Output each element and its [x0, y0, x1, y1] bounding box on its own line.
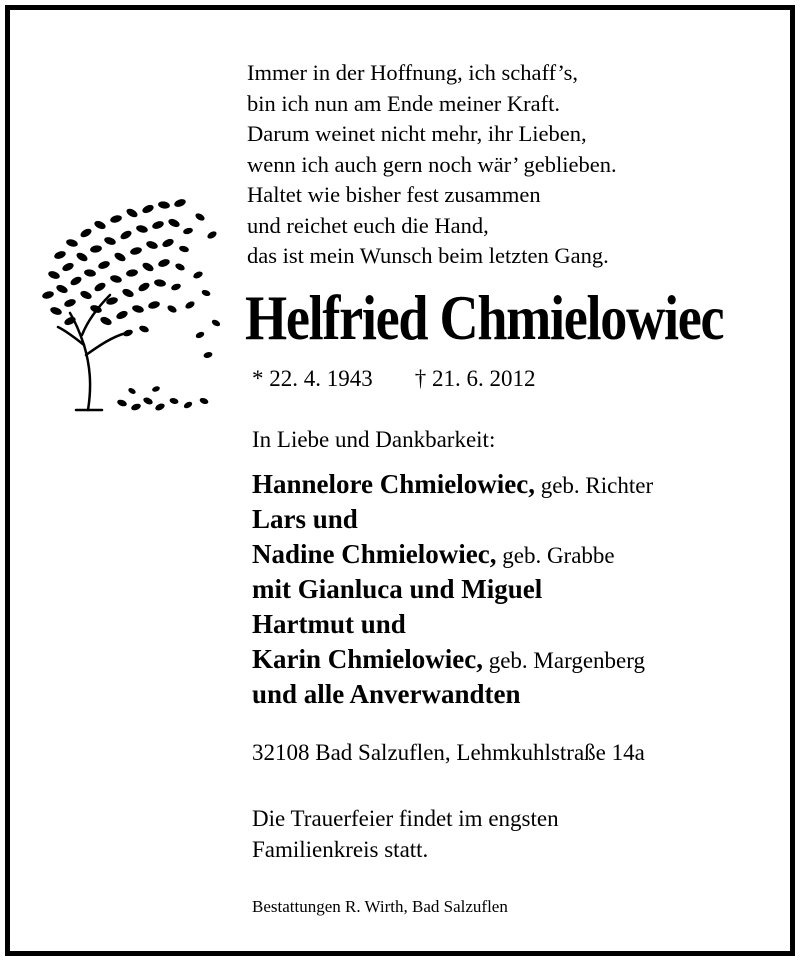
mourner-line: [252, 607, 653, 642]
life-dates: [252, 366, 536, 392]
mourner-line: [252, 502, 653, 537]
mourner-name: Nadine Chmielowiec,: [252, 539, 497, 569]
mourner-note: geb. Richter: [534, 473, 654, 498]
poem-line: Darum weinet nicht mehr, ihr Lieben,: [247, 121, 587, 146]
poem: [247, 58, 617, 272]
mourner-line: [252, 467, 653, 502]
mourner-name: und alle Anverwandten: [252, 679, 521, 709]
service-line: Die Trauerfeier findet im engsten: [252, 806, 559, 831]
poem-line: und reichet euch die Hand,: [247, 212, 489, 238]
mourner-note: geb. Margenberg: [482, 648, 645, 673]
windblown-tree-icon: [40, 195, 230, 420]
poem-line: Immer in der Hoffnung, ich schaff’s,: [247, 60, 578, 85]
death-date: † 21. 6. 2012: [414, 366, 536, 391]
poem-line: wenn ich auch gern noch wär’ geblieben.: [247, 151, 617, 177]
mourner-name: Karin Chmielowiec,: [252, 644, 483, 674]
mourner-line: [252, 537, 653, 572]
mourner-line: [252, 572, 653, 607]
address: 32108 Bad Salzuflen, Lehmkuhlstraße 14a: [252, 740, 645, 765]
mourner-line: [252, 642, 653, 677]
mourner-name: mit Gianluca und Miguel: [252, 574, 543, 604]
deceased-name: Helfried Chmielowiec: [245, 283, 724, 353]
funeral-service-notice: [252, 803, 559, 865]
mourner-name: Lars und: [252, 504, 358, 534]
mourner-note: geb. Grabbe: [496, 543, 615, 568]
mourners-list: [252, 467, 653, 712]
poem-line: Haltet wie bisher fest zusammen: [247, 182, 541, 207]
undertaker: Bestattungen R. Wirth, Bad Salzuflen: [252, 897, 508, 916]
mourner-name: Hartmut und: [252, 609, 406, 639]
mourners-intro: In Liebe und Dankbarkeit:: [252, 427, 496, 452]
birth-date: * 22. 4. 1943: [252, 366, 373, 391]
mourner-line: [252, 677, 653, 712]
poem-line: das ist mein Wunsch beim letzten Gang.: [247, 243, 609, 268]
service-line: Familienkreis statt.: [252, 837, 429, 862]
mourner-name: Hannelore Chmielowiec,: [252, 469, 535, 499]
poem-line: bin ich nun am Ende meiner Kraft.: [247, 90, 561, 116]
